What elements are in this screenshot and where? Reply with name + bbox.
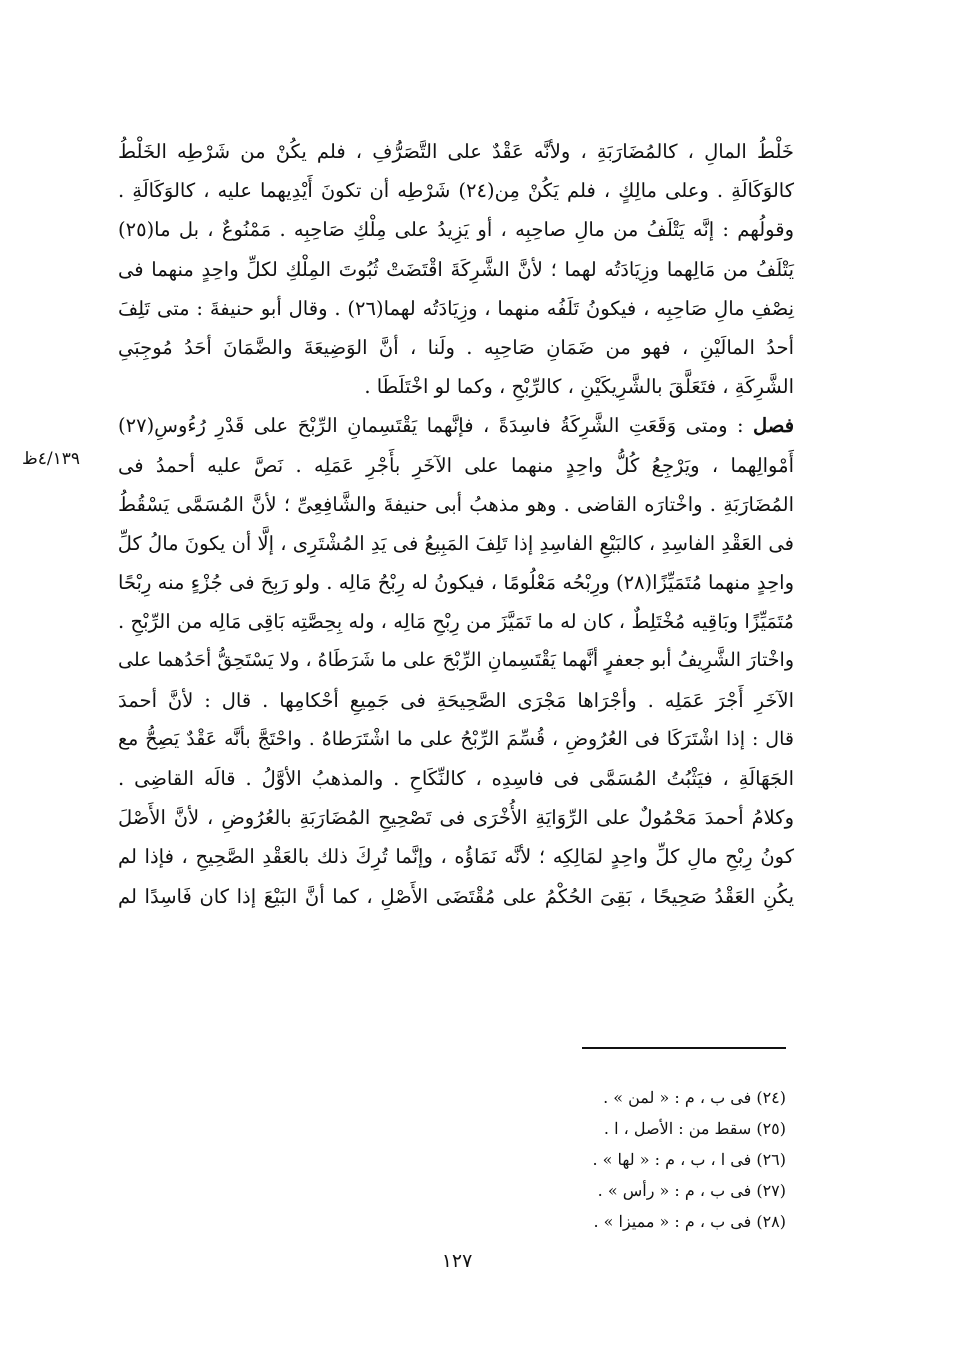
footnotes bbox=[400, 1082, 786, 1237]
text-line: المُضَارَبَةِ . واخْتارَه القاضى . وهو مذهبُ أبى حنيفةَ والشَّافِعِىِّ ؛ لأنَّ المُسَمَّى يَسْقُطُ bbox=[118, 492, 794, 516]
fasl-first-line bbox=[118, 406, 794, 445]
text-line: قال : إذا اشْتَرَكَا فى العُرُوضِ ، قُسِّمَ الرِّبْحُ على ما اشْتَرَطاهُ . واحْتَجَّ بأنَّه عَقْدٌ يَصِحُّ مع bbox=[118, 727, 794, 750]
text-line: يَتْلَفُ من مَالِهما وزِيَادَتُه لهما ؛ لأنَّ الشَّرِكَةَ اقْتَضَتْ ثُبُوتَ المِلْكِ لكلِّ واحِدٍ منهما فى bbox=[118, 257, 794, 281]
footnote: (٢٨) فى ب ، م : « مميزا » . bbox=[593, 1212, 786, 1231]
fasl-first-line-text: : ومتى وَقَعَتِ الشَّرِكَةُ فاسِدَةً ، فإنَّهما يَقْتَسِمانِ الرِّبْحَ على قَدْرِ رُءُوسِ(٢٧) bbox=[118, 414, 744, 438]
text-line: الجَهَالَةِ ، فيَثْبُتُ المُسَمَّى فى فاسِدِه ، كالنِّكَاحِ . والمذهبُ الأوَّلُ . قالَه القاضِى . bbox=[118, 767, 794, 790]
text-line: وكلامُ أحمدَ مَحْمُولٌ على الرِّوَايَةِ الأُخْرَى فى تَصْحِيحِ المُضَارَبَةِ بالعُرُوضِ ، لأنَّ الأَصْلَ bbox=[118, 806, 794, 830]
main-text bbox=[118, 132, 794, 916]
footnote-divider bbox=[582, 1047, 786, 1049]
text-line: أحدُ المالَيْنِ ، فهو من ضَمَانِ صَاحِبِه . ولَنا ، أنَّ الوَضِيعَةَ والضَّمَانَ أحَدُ مُوجِبَىِ bbox=[118, 335, 794, 359]
text-line: كونُ رِبْحِ مالِ كلِّ واحِدٍ لمَالِكِه ؛ لأنَّه نَمَاؤُه ، وإنَّما تُرِكَ ذلك بالعَقْدِ الصَّحِيحِ ، فإذا لم bbox=[118, 845, 794, 869]
footnote: (٢٤) فى ب ، م : « لمن » . bbox=[603, 1088, 786, 1107]
text-line: مُتَمَيِّزًا وبَاقِيه مُخْتَلِطٌ ، كان له ما تَمَيَّزَ من رِبْحِ مَالِه ، وله بِحِصَّتِه بَاقِى مَالِه من الرِّبْحِ . bbox=[118, 610, 794, 634]
text-line: خَلْطُ المالِ ، كالمُضَارَبَةِ ، ولأنَّه عَقْدٌ على التَّصَرُّفِ ، فلم يكُنْ من شَرْطِه الخَلْطُ bbox=[118, 140, 794, 163]
text-line: الشَّرِكَةِ ، فتَعَلَّقَ بالشَّرِيكَيْنِ ، كالرِّبْحِ ، وكما لو اخْتَلَطَا . bbox=[364, 375, 794, 399]
text-line: أَمْوالِهما ، ويَرْجِعُ كُلُّ واحِدٍ منهما على الآخَرِ بأَجْرِ عَمَلِه . نَصَّ عليه أحمدُ فى bbox=[118, 453, 794, 477]
fasl-heading: فصل bbox=[753, 414, 795, 438]
page-number: ١٢٧ bbox=[441, 1250, 473, 1272]
text-line: الآخَرِ أَجْرَ عَمَلِه . وأجْرَاها مَجْرَى الصَّحِيحَةِ فى جَمِيعِ أحْكامِها . قال : لأنَّ أحمدَ bbox=[118, 688, 794, 712]
text-line: يكُنِ العَقْدُ صَحِيحًا ، بَقِىَ الحُكْمُ على مُقْتَضَى الأَصْلِ ، كما أنَّ البَيْعَ إذا كان فَاسِدًا لم bbox=[118, 884, 794, 908]
margin-folio-note: ٤/١٣٩ظ bbox=[22, 449, 80, 469]
text-line: فى العَقْدِ الفاسِدِ ، كالبَيْعِ الفاسِدِ إذا تَلِفَ المَبِيعُ فى يَدِ المُشْتَرِى ، إلَّا أن يكونَ مالُ كلِّ bbox=[117, 531, 794, 555]
text-line: واخْتارَ الشَّرِيفُ أبو جعفرٍ أنَّهما يَقْتَسِمانِ الرِّبْحَ على ما شَرَطَاهُ ، ولا يَسْتَحِقُّ أحَدُهما على bbox=[118, 649, 794, 672]
text-line: نِصْفِ مالِ صَاحِبِه ، فيكونُ تَلَفُه منهما ، وزِيَادَتُه لهما(٢٦) . وقال أبو حنيفةَ : متى تَلِفَ bbox=[118, 296, 794, 320]
footnote: (٢٥) سقط من : الأصل ، ا . bbox=[603, 1119, 786, 1138]
footnote: (٢٧) فى ب ، م : « رأس » . bbox=[597, 1181, 786, 1200]
text-line: واحِدٍ منهما مُتَمَيِّزًا(٢٨) ورِبْحُه مَعْلُومًا ، فيكونُ له رِبْحُ مَالِه . ولو رَبِحَ فى جُزْءٍ منه رِبْحًا bbox=[118, 571, 794, 595]
footnote: (٢٦) فى ا ، ب ، م : « لها » . bbox=[592, 1150, 786, 1169]
text-line: وقولُهم : إنَّه يَتْلَفُ من مالِ صاحِبِه ، أو يَزِيدُ على مِلْكِ صَاحِبِه . مَمْنُوعٌ ، بل ما(٢٥) bbox=[118, 218, 794, 242]
text-line: كالوَكَالَةِ . وعلى مالِكٍ ، فلم يَكُنْ مِن(٢٤) شَرْطِه أن تكونَ أَيْدِيهما عليه ، كالوَكَالَةِ . bbox=[118, 179, 794, 203]
